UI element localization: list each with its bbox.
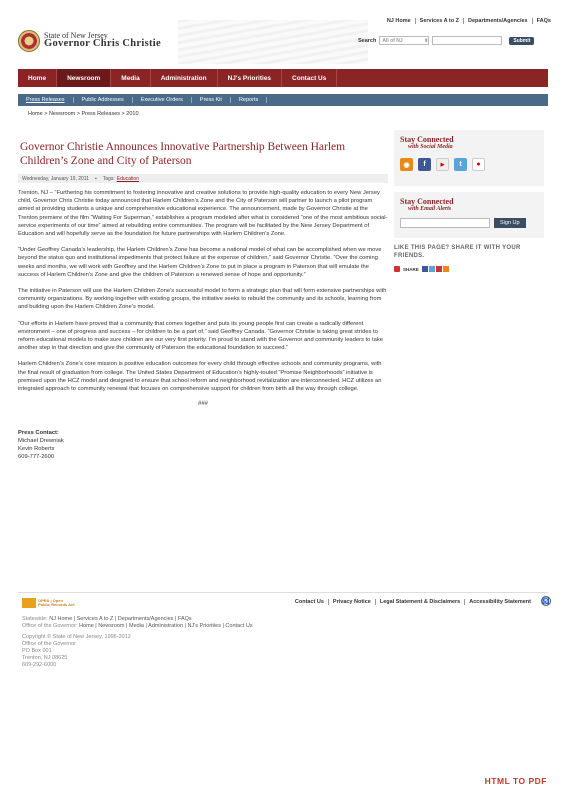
chevron-updown-icon: ⬍ bbox=[424, 37, 429, 44]
main-nav bbox=[18, 69, 548, 87]
search-label: Search bbox=[358, 37, 377, 44]
governor-title[interactable]: Governor Chris Christie bbox=[44, 38, 161, 49]
mainnav-administration[interactable]: Administration bbox=[151, 69, 218, 87]
breadcrumb[interactable]: Home > Newsroom > Press Releases > 2010 bbox=[28, 111, 139, 117]
flickr-icon[interactable]: ● bbox=[472, 158, 485, 171]
search-bar bbox=[358, 36, 534, 45]
governor-label: Office of the Governor: bbox=[22, 623, 78, 629]
nav-services[interactable]: Services A to Z bbox=[415, 18, 463, 24]
mainnav-contact[interactable]: Contact Us bbox=[282, 69, 337, 87]
contact-label: Press Contact: bbox=[18, 430, 59, 437]
end-mark: ### bbox=[197, 401, 208, 408]
social-subtitle: with Social Media bbox=[408, 144, 453, 150]
footer-contact[interactable]: Contact Us bbox=[294, 599, 324, 605]
subnav-reports[interactable]: Reports bbox=[231, 97, 267, 103]
footer-accessibility[interactable]: Accessibility Statement bbox=[464, 599, 535, 605]
html-to-pdf-watermark: HTML TO PDF bbox=[484, 776, 547, 786]
tags-label: Tags: bbox=[102, 175, 115, 182]
article-paragraph: Harlem Children’s Zone’s core mission is positive education outcomes for every child through effective schools and community programs, with the final result of graduation from college. The United States Department of Education’s highly-touted “Promise Neighborhoods” initiative is premised upon the HCZ model and designed to ensure that school reform and neighborhood revitalization are interconnected. HCZ utilizes an integrated approach to community renewal that focuses on comprehensive support for children from birth all the way through college. bbox=[18, 361, 382, 393]
mainnav-priorities[interactable]: NJ's Priorities bbox=[218, 69, 282, 87]
article-headline: Governor Christie Announces Innovative Partnership Between Harlem Children’s Zone and City of Paterson bbox=[20, 141, 346, 167]
share-label: SHARE bbox=[403, 266, 419, 272]
article-meta bbox=[18, 174, 388, 183]
opra-text: OPRA | Open bbox=[38, 597, 63, 603]
search-scope-select[interactable]: All of NJ ⬍ bbox=[379, 36, 429, 45]
search-submit-button[interactable]: Submit bbox=[509, 37, 534, 45]
nav-faqs[interactable]: FAQs bbox=[532, 18, 555, 24]
footer-sitelinks bbox=[22, 616, 253, 630]
opra-logo[interactable] bbox=[22, 598, 75, 608]
signup-button[interactable]: Sign Up bbox=[494, 218, 526, 228]
share-services-icon bbox=[422, 266, 450, 272]
email-input[interactable] bbox=[400, 218, 490, 228]
article-paragraph: The initiative in Paterson will use the Harlem Children Zone’s successful model to form a strategic plan that will form extensive partnerships with community organizations. By working together with existing groups, the initiative seeks to rebuild the community and its schools, learning from and building upon the Harlem Children Zone’s model. bbox=[18, 288, 387, 311]
share-widget[interactable] bbox=[394, 266, 544, 272]
search-input[interactable] bbox=[432, 36, 502, 45]
footer-privacy[interactable]: Privacy Notice bbox=[328, 599, 375, 605]
mainnav-media[interactable]: Media bbox=[111, 69, 150, 87]
share-prompt: LIKE THIS PAGE? SHARE IT WITH YOUR FRIENDS. bbox=[394, 245, 521, 259]
state-title: State of New Jersey bbox=[44, 31, 108, 40]
social-title: Stay Connected bbox=[400, 135, 454, 144]
state-seal-icon[interactable] bbox=[18, 30, 40, 52]
contact-name: Kevin Roberts bbox=[18, 446, 55, 453]
nav-nj-home[interactable]: NJ Home bbox=[386, 18, 411, 24]
mainnav-home[interactable]: Home bbox=[18, 69, 57, 87]
statewide-links[interactable]: NJ Home | Services A to Z | Departments/Agencies | FAQs bbox=[49, 616, 192, 622]
article-paragraph: “Under Geoffrey Canada’s leadership, the Harlem Children’s Zone has become a national model of what can be accomplished when we move beyond the status quo and institutional impediments that protect failure at the expense of children,” said Governor Christie. “Over the coming weeks and months, we will work with Geoffrey and the Harlem Children’s Zone to put in place a program in Paterson that will emulate the success of Harlem Children’s Zone and give the children of Paterson a renewed sense of hope and opportunity.” bbox=[18, 247, 382, 278]
bullet-icon: ▪ bbox=[95, 175, 97, 182]
email-alerts-box bbox=[394, 192, 544, 238]
contact-phone: 609-777-2600 bbox=[18, 454, 55, 461]
footer-legal[interactable]: Legal Statement & Disclaimers bbox=[375, 599, 464, 605]
rss-icon[interactable]: ◉ bbox=[400, 158, 413, 171]
contact-name: Michael Drewniak bbox=[18, 438, 64, 445]
article-paragraph: “Our efforts in Harlem have proved that a community that comes together and puts its young people first can create a radically different environment – one of progress and success – for children to be a part of,” said Geoffrey Canada. “Governor Christie is taking great strides to reform educational models to make sure children are our very first priority. I’m proud to stand with the Governor and community leaders to take another step in that direction and give the community of Paterson the educational foundation to succeed.” bbox=[18, 320, 383, 352]
subnav-executive-orders[interactable]: Executive Orders bbox=[133, 97, 192, 103]
tag-link[interactable]: Education bbox=[116, 175, 139, 182]
opra-text: Public Records Act bbox=[38, 602, 75, 607]
subnav-press-releases[interactable]: Press Releases bbox=[18, 97, 74, 103]
nav-departments[interactable]: Departments/Agencies bbox=[463, 18, 532, 24]
article-date: Wednesday, January 19, 2011 bbox=[22, 175, 89, 182]
twitter-icon[interactable]: t bbox=[454, 158, 467, 171]
article-paragraph: Trenton, NJ – “Furthering his commitment to fostering innovative and creative solutions to provide high-quality education to every New Jersey child, Governor Chris Christie today announced that Harlem Children’s Zone and the City of Paterson will partner to launch a pilot program aimed at providing students a unique and comprehensive educational experience. The announcement, made by Governor Christie at the Trenton premiere of the film “Waiting For Superman,” establishes a program modeled after what is considered “one of the most ambitious social-service experiments of our time” aimed at rebuilding entire communities. The program will be facilitated by the New Jersey Department of Education and will hopefully serve as the foundation for future partnerships with Harlem Children’s Zone. bbox=[18, 190, 388, 238]
social-icons bbox=[400, 158, 538, 171]
accessibility-icon[interactable]: ♿ bbox=[541, 596, 551, 606]
mainnav-newsroom[interactable]: Newsroom bbox=[57, 69, 111, 87]
statewide-label: Statewide: bbox=[22, 616, 48, 622]
sidebar bbox=[394, 130, 544, 272]
copyright: Copyright © State of New Jersey, 1996-2012 Office of the Governor PO Box 001 Trenton, NJ 08625 609-292-6000 bbox=[22, 634, 131, 668]
subnav-public-addresses[interactable]: Public Addresses bbox=[74, 97, 133, 103]
article bbox=[18, 140, 388, 461]
footer-links bbox=[291, 599, 535, 605]
governor-links[interactable]: Home | Newsroom | Media | Administration | NJ's Priorities | Contact Us bbox=[79, 623, 253, 629]
facebook-icon[interactable]: f bbox=[418, 158, 431, 171]
sub-nav bbox=[18, 94, 548, 106]
site-header bbox=[18, 26, 548, 66]
social-media-box bbox=[394, 130, 544, 186]
email-subtitle: with Email Alerts bbox=[408, 206, 452, 212]
opra-icon bbox=[22, 598, 36, 608]
email-signup bbox=[400, 218, 538, 228]
press-contact bbox=[18, 429, 388, 461]
utility-nav bbox=[383, 18, 555, 24]
email-title: Stay Connected bbox=[400, 197, 454, 206]
article-body bbox=[18, 189, 388, 393]
header-banner bbox=[178, 20, 368, 64]
youtube-icon[interactable]: ▶ bbox=[436, 158, 449, 171]
share-icon bbox=[394, 266, 400, 272]
subnav-press-kit[interactable]: Press Kit bbox=[192, 97, 231, 103]
footer-divider bbox=[18, 592, 548, 593]
